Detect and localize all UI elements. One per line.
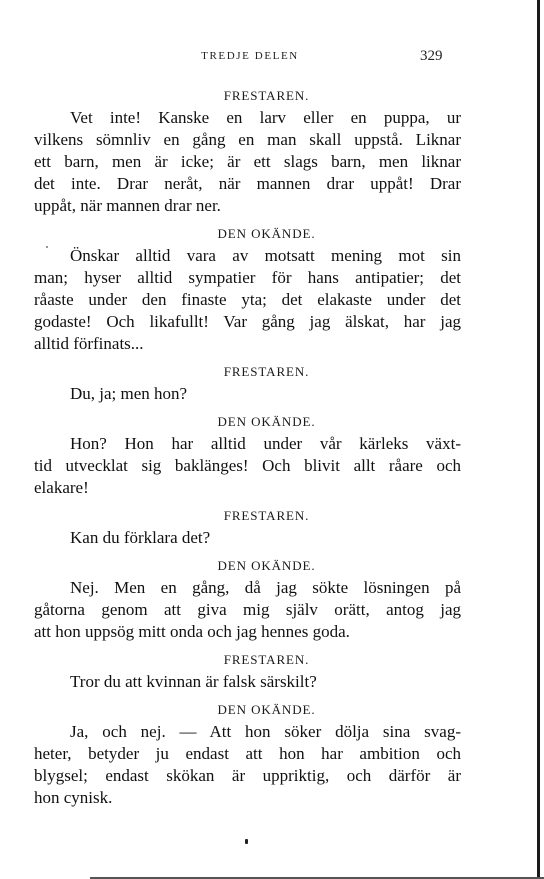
text-line: det inte. Drar neråt, när mannen drar uppåt! Drar (34, 174, 461, 193)
text-line: Kan du förklara det? (70, 528, 211, 547)
speech-paragraph (34, 527, 461, 549)
speech-paragraph (34, 433, 461, 499)
print-speck (46, 246, 48, 248)
page-header (0, 50, 544, 70)
dialogue-text (34, 85, 461, 809)
text-line: Tror du att kvinnan är falsk särskilt? (70, 672, 317, 691)
text-line: blygsel; endast skökan är uppriktig, och därför är (34, 766, 461, 785)
speaker-name: FRESTAREN. (223, 652, 310, 667)
text-line: Ja, och nej. — Att hon söker dölja sina svag- (70, 722, 461, 741)
text-line: man; hyser alltid sympatier för hans antipatier; det (34, 268, 461, 287)
text-line: tid utvecklat sig baklänges! Och blivit allt råare och (34, 456, 461, 475)
text-line: Hon? Hon har alltid under vår kärleks växt- (70, 434, 461, 453)
print-speck (245, 839, 248, 844)
speech-paragraph (34, 245, 461, 355)
speaker-name: FRESTAREN. (223, 364, 310, 379)
text-line: att hon uppsög mitt onda och jag hennes goda. (34, 622, 350, 641)
speaker-name: DEN OKÄNDE. (217, 414, 316, 429)
text-line: Nej. Men en gång, då jag sökte lösningen på (70, 578, 461, 597)
text-line: godaste! Och likafullt! Var gång jag älskat, har jag (34, 312, 461, 331)
text-line: råaste under den finaste yta; det elakaste under det (34, 290, 461, 309)
text-line: hon cynisk. (34, 788, 113, 807)
speaker-name: DEN OKÄNDE. (217, 226, 316, 241)
speech-paragraph (34, 671, 461, 693)
text-line: Vet inte! Kanske en larv eller en puppa, ur (70, 108, 461, 127)
running-head: TREDJE DELEN (201, 50, 299, 62)
speaker-name: DEN OKÄNDE. (217, 558, 316, 573)
speech-paragraph (34, 721, 461, 809)
speech-paragraph (34, 107, 461, 217)
text-line: alltid förfinats... (34, 334, 144, 353)
text-line: elakare! (34, 478, 89, 497)
speech-paragraph (34, 383, 461, 405)
text-line: heter, betyder ju endast att hon har ambition och (34, 744, 461, 763)
speaker-name: DEN OKÄNDE. (217, 702, 316, 717)
text-line: vilkens sömnliv en gång en man skall uppstå. Liknar (34, 130, 461, 149)
page-number: 329 (420, 48, 443, 64)
text-line: uppåt, när mannen drar ner. (34, 196, 221, 215)
page-edge-rule (537, 0, 540, 879)
speech-paragraph (34, 577, 461, 643)
text-line: Önskar alltid vara av motsatt mening mot sin (70, 246, 461, 265)
speaker-name: FRESTAREN. (223, 88, 310, 103)
text-line: gåtorna genom att giva mig själv orätt, antog jag (34, 600, 461, 619)
speaker-name: FRESTAREN. (223, 508, 310, 523)
text-line: Du, ja; men hon? (70, 384, 188, 403)
text-line: ett barn, men är icke; är ett slags barn, men liknar (34, 152, 461, 171)
